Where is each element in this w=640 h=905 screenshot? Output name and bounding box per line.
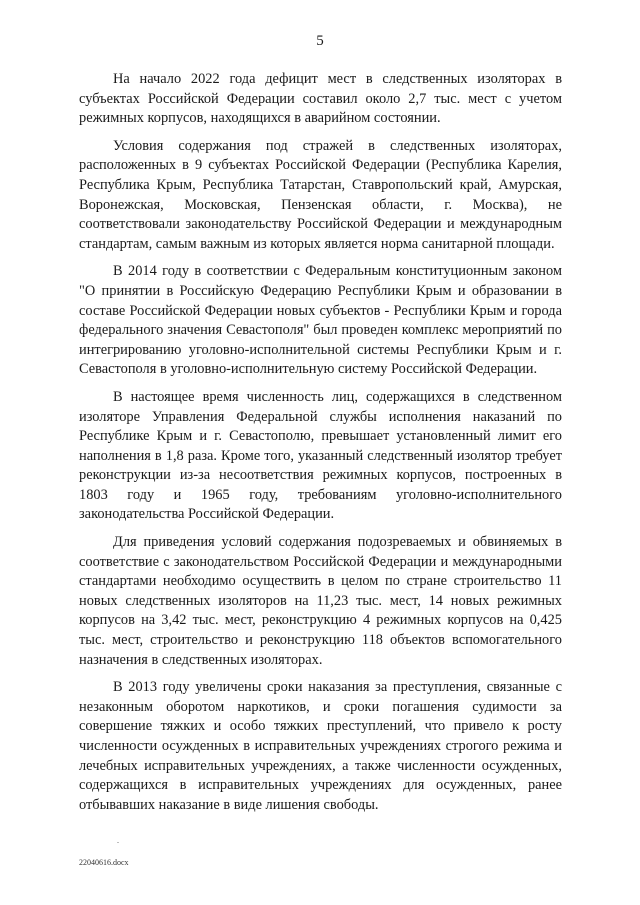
paragraph-crimea-law: В 2014 году в соответствии с Федеральным конституционным законом "О принятии в Российскую Федерацию Республики Крым и образовании в составе Российской Федерации новых субъектов - Республики Крым и города федерального значения Севастополя" был проведен комплекс мероприятий по интегрированию уголовно-исполнительной системы Республики Крым и г. Севастополя в уголовно-исполнительную систему Российской Федерации. bbox=[79, 263, 562, 378]
paragraph-deficit: На начало 2022 года дефицит мест в следственных изоляторах в субъектах Российской Федерации составил около 2,7 тыс. мест с учетом режимных корпусов, находящихся в аварийном состоянии. bbox=[79, 71, 562, 127]
document-body bbox=[79, 70, 562, 823]
paragraph-2013-sentences: В 2013 году увеличены сроки наказания за преступления, связанные с незаконным оборотом наркотиков, и сроки погашения судимости за совершение тяжких и особо тяжких преступлений, что привело к росту численности осужденных в исправительных учреждениях строгого режима и лечебных исправительных учреждениях, а также численности осужденных, содержащихся в исправительных учреждениях для осужденных, ранее отбывавших наказание в виде лишения свободы. bbox=[79, 679, 562, 813]
page-mark: . bbox=[117, 836, 119, 845]
paragraph-construction: Для приведения условий содержания подозреваемых и обвиняемых в соответствие с законодательством Российской Федерации и международными стандартами необходимо осуществить в целом по стране строительство 11 новых следственных изоляторов на 11,23 тыс. мест, 14 новых режимных корпусов на 3,42 тыс. мест, реконструкцию 4 режимных корпусов на 0,425 тыс. мест, строительство и реконструкцию 118 объектов вспомогательного назначения в следственных изоляторах. bbox=[79, 534, 562, 668]
paragraph-crimea-facility: В настоящее время численность лиц, содержащихся в следственном изоляторе Управления Федеральной службы исполнения наказаний по Республике Крым и г. Севастополю, превышает установленный лимит его наполнения в 1,8 раза. Кроме того, указанный следственный изолятор требует реконструкции из-за несоответствия режимных корпусов, построенных в 1803 году и 1965 году, требованиям уголовно-исполнительного законодательства Российской Федерации. bbox=[79, 388, 562, 523]
paragraph-conditions: Условия содержания под стражей в следственных изоляторах, расположенных в 9 субъектах Российской Федерации (Республика Карелия, Республика Крым, Республика Татарстан, Ставропольский край, Амурская, Воронежская, Московская, Пензенская области, г. Москва), не соответствовали законодательству Российской Федерации и международным стандартам, самым важным из которых является норма санитарной площади. bbox=[79, 137, 562, 252]
footer-filename: 22040616.docx bbox=[79, 858, 129, 867]
page-number: 5 bbox=[316, 33, 324, 49]
